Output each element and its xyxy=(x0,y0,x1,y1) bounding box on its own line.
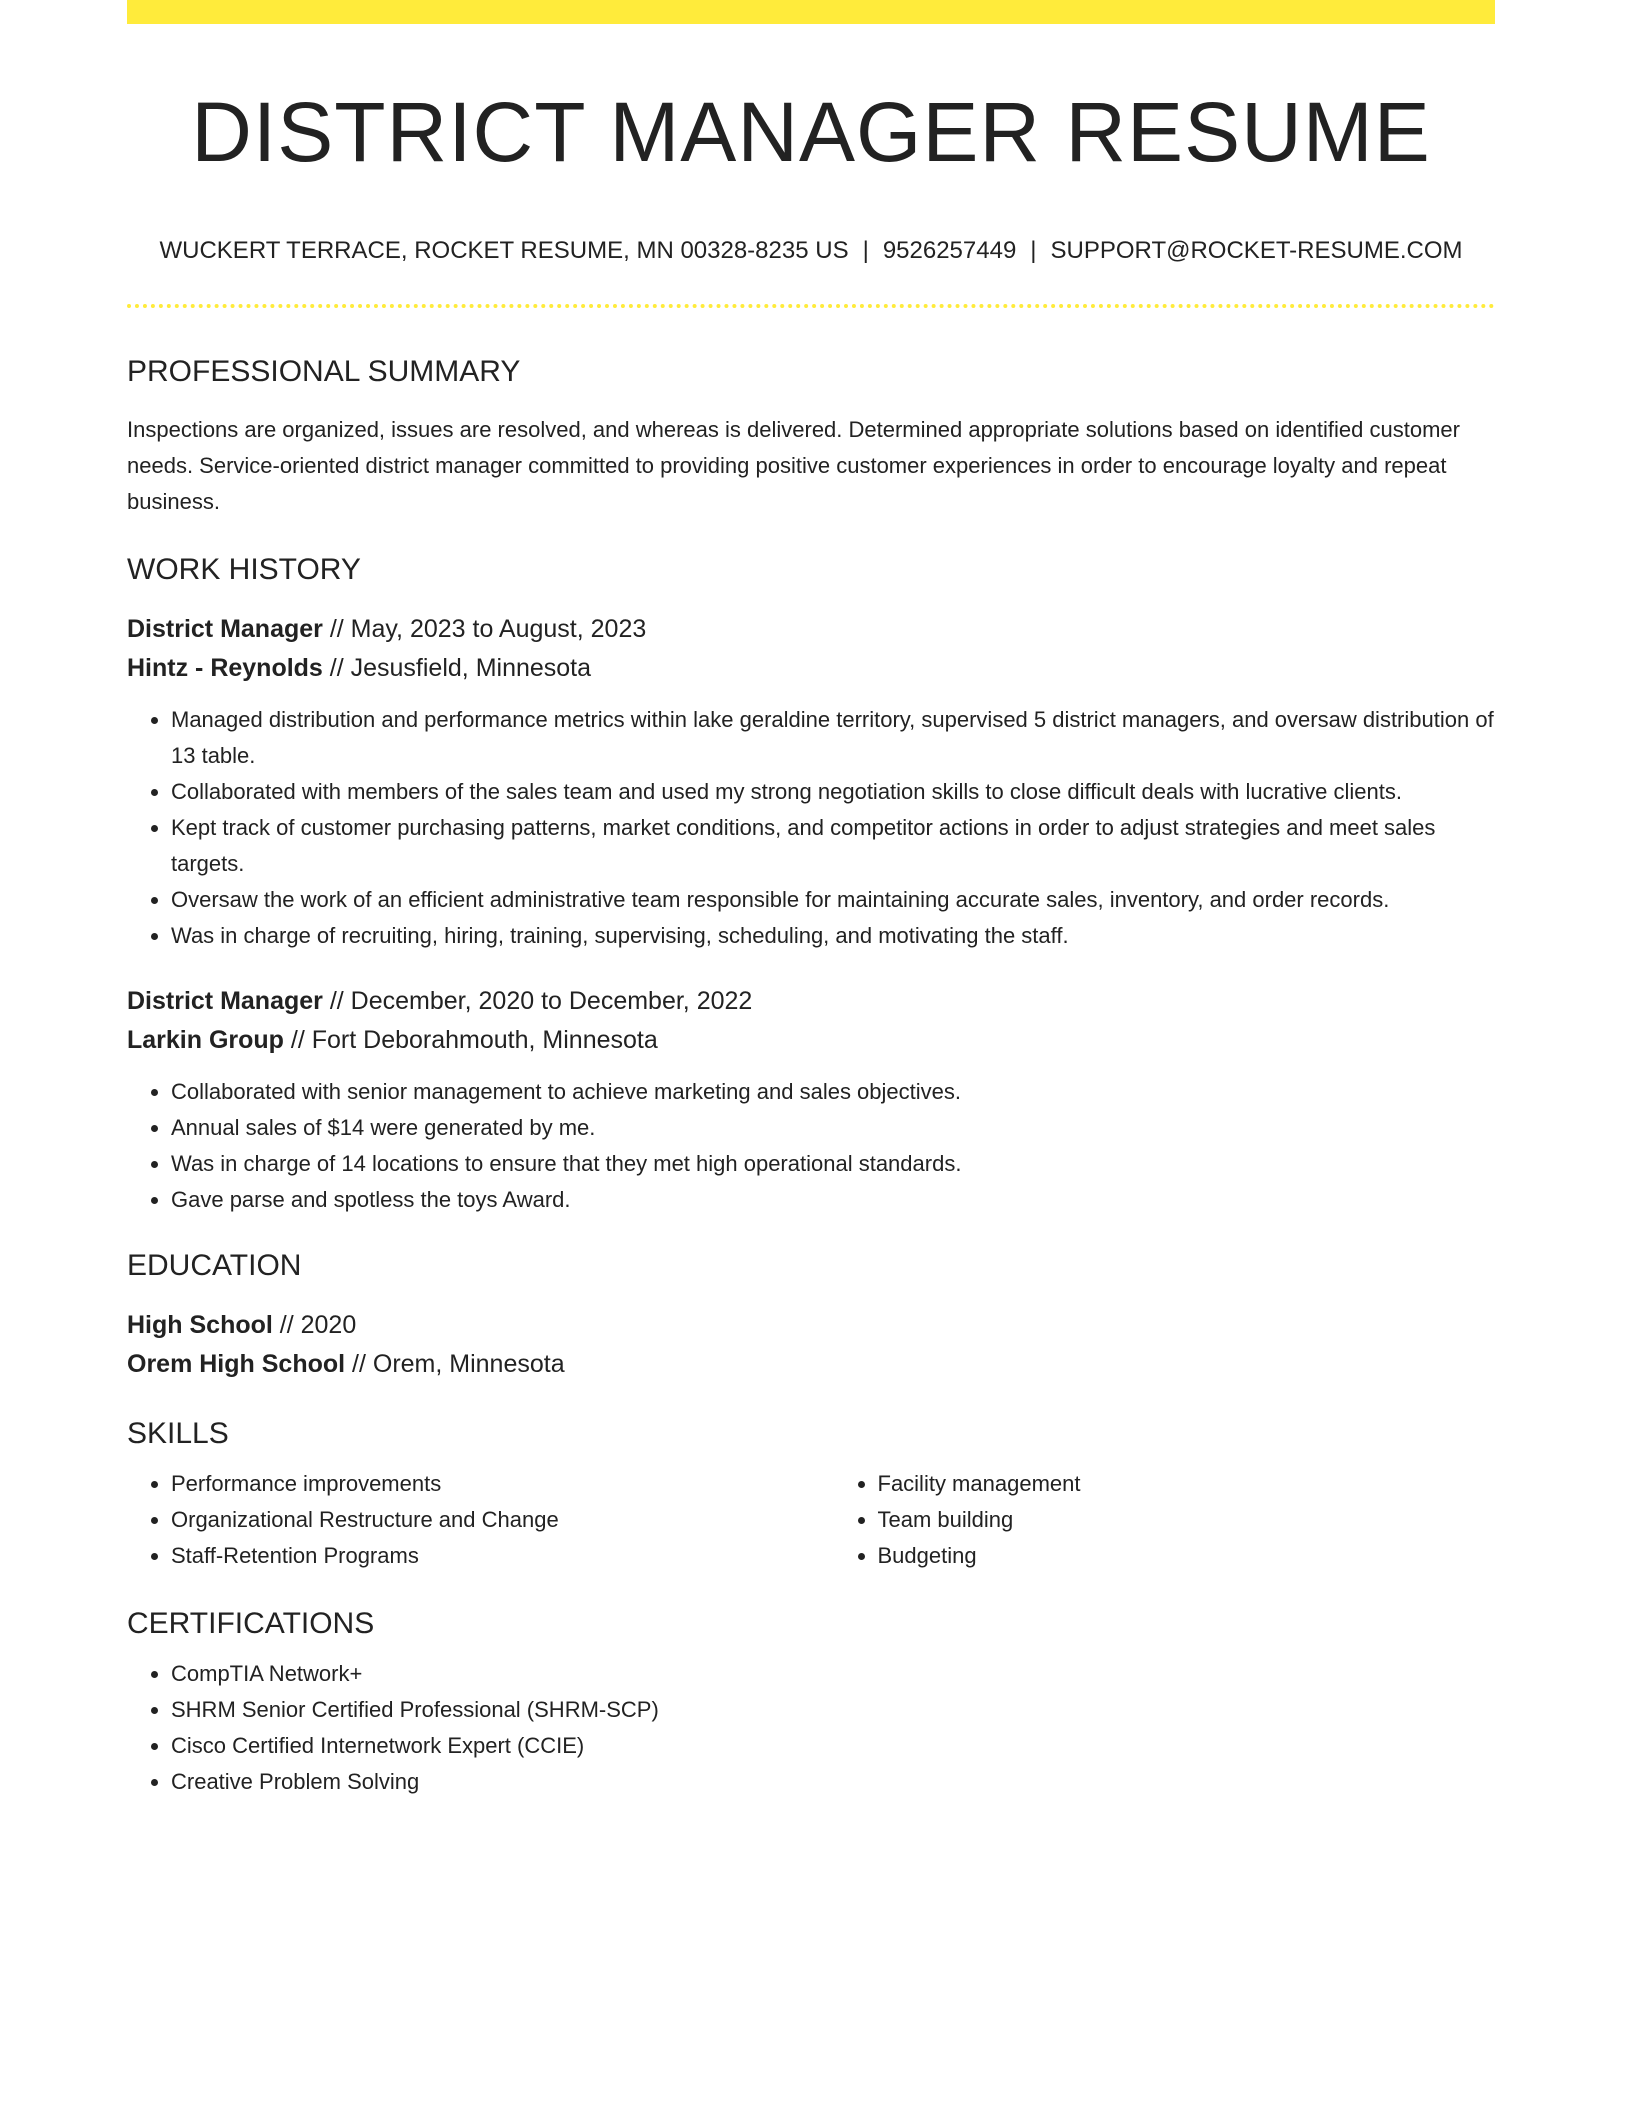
contact-separator: | xyxy=(862,236,869,264)
job-company-line xyxy=(127,649,1495,688)
job-bullet: • Managed distribution and performance metrics within lake geraldine territory, supervised 5 district managers, and oversaw distribution of 13 table. xyxy=(171,702,1495,774)
summary-heading: PROFESSIONAL SUMMARY xyxy=(127,354,521,388)
education-school-line xyxy=(127,1345,1495,1384)
job-bullet: • Collaborated with senior management to achieve marketing and sales objectives. xyxy=(171,1074,1495,1110)
job-company: Larkin Group xyxy=(127,1025,284,1054)
job-title: District Manager xyxy=(127,614,323,643)
certification-item: • Creative Problem Solving xyxy=(171,1764,1495,1800)
job-location: // Fort Deborahmouth, Minnesota xyxy=(283,1025,658,1054)
resume-page xyxy=(127,0,1495,1800)
summary-text: Inspections are organized, issues are resolved, and whereas is delivered. Determined appropriate solutions based on identified customer needs. Service-oriented district manager committed to providing positive customer experiences in order to encourage loyalty and repeat business. xyxy=(127,416,1460,514)
certifications-list xyxy=(127,1656,1495,1800)
job-company: Hintz - Reynolds xyxy=(127,653,323,682)
contact-address: WUCKERT TERRACE, ROCKET RESUME, MN 00328-8235 US xyxy=(159,236,849,264)
skill-item: • Budgeting xyxy=(878,1538,1496,1574)
education-entry xyxy=(127,1306,1495,1384)
education-degree-line xyxy=(127,1306,1495,1345)
job-bullet: • Collaborated with members of the sales team and used my strong negotiation skills to close difficult deals with lucrative clients. xyxy=(171,774,1495,810)
skills-heading: SKILLS xyxy=(127,1416,229,1450)
accent-top-bar xyxy=(127,0,1495,24)
job-location: // Jesusfield, Minnesota xyxy=(322,653,592,682)
education-degree: High School xyxy=(127,1310,273,1339)
certification-item: • Cisco Certified Internetwork Expert (CCIE) xyxy=(171,1728,1495,1764)
work-history-heading: WORK HISTORY xyxy=(127,552,361,586)
job-dates: // December, 2020 to December, 2022 xyxy=(322,986,753,1015)
job-entry xyxy=(127,982,1495,1218)
skill-item: • Staff-Retention Programs xyxy=(171,1538,789,1574)
education-school: Orem High School xyxy=(127,1349,346,1378)
job-company-line xyxy=(127,1021,1495,1060)
document-title: DISTRICT MANAGER RESUME xyxy=(191,85,1431,179)
education-location: // Orem, Minnesota xyxy=(345,1349,565,1378)
job-bullets xyxy=(127,1074,1495,1218)
job-entry xyxy=(127,610,1495,954)
job-dates: // May, 2023 to August, 2023 xyxy=(322,614,647,643)
skills-column-left xyxy=(127,1466,789,1574)
contact-line xyxy=(127,235,1495,266)
job-title-line xyxy=(127,982,1495,1021)
certification-item: • CompTIA Network+ xyxy=(171,1656,1495,1692)
skills-column-right xyxy=(834,1466,1496,1574)
job-bullet: • Kept track of customer purchasing patterns, market conditions, and competitor actions in order to adjust strategies and meet sales targets. xyxy=(171,810,1495,882)
job-title: District Manager xyxy=(127,986,323,1015)
job-bullet: • Annual sales of $14 were generated by me. xyxy=(171,1110,1495,1146)
skill-item: • Organizational Restructure and Change xyxy=(171,1502,789,1538)
dotted-divider xyxy=(127,304,1495,308)
contact-separator: | xyxy=(1030,236,1037,264)
job-title-line xyxy=(127,610,1495,649)
contact-email: SUPPORT@ROCKET-RESUME.COM xyxy=(1050,236,1463,264)
job-bullet: • Was in charge of 14 locations to ensure that they met high operational standards. xyxy=(171,1146,1495,1182)
skill-item: • Facility management xyxy=(878,1466,1496,1502)
job-bullet: • Was in charge of recruiting, hiring, training, supervising, scheduling, and motivating the staff. xyxy=(171,918,1495,954)
job-bullet: • Gave parse and spotless the toys Award. xyxy=(171,1182,1495,1218)
job-bullet: • Oversaw the work of an efficient administrative team responsible for maintaining accurate sales, inventory, and order records. xyxy=(171,882,1495,918)
education-heading: EDUCATION xyxy=(127,1248,302,1282)
certifications-heading: CERTIFICATIONS xyxy=(127,1606,375,1640)
skill-item: • Team building xyxy=(878,1502,1496,1538)
contact-phone: 9526257449 xyxy=(882,236,1017,264)
skills-grid xyxy=(127,1466,1495,1574)
job-bullets xyxy=(127,702,1495,954)
certification-item: • SHRM Senior Certified Professional (SHRM-SCP) xyxy=(171,1692,1495,1728)
skill-item: • Performance improvements xyxy=(171,1466,789,1502)
education-year: // 2020 xyxy=(272,1310,357,1339)
